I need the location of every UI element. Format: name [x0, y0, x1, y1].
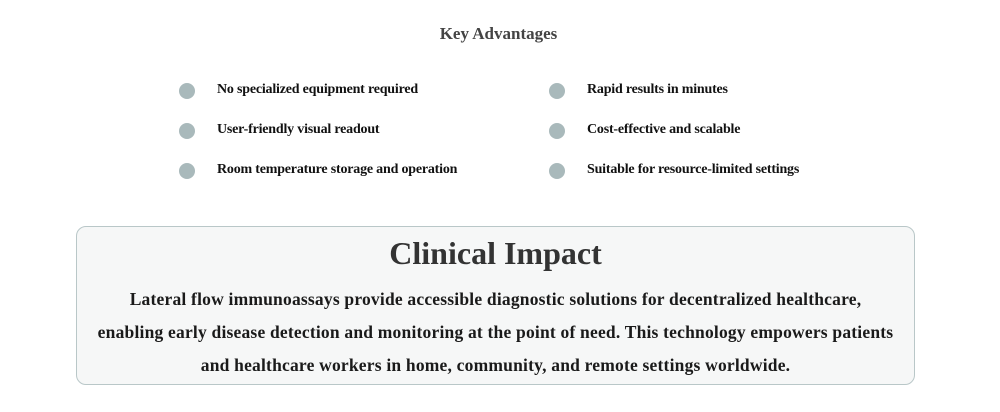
- bullet-dot-icon: [179, 123, 195, 139]
- bullet-dot-icon: [179, 83, 195, 99]
- advantage-label: Suitable for resource-limited settings: [587, 162, 800, 177]
- clinical-impact-box: [76, 226, 915, 385]
- bullet-dot-icon: [549, 83, 565, 99]
- bullet-dot-icon: [179, 163, 195, 179]
- advantage-label: User-friendly visual readout: [217, 122, 380, 137]
- advantage-label: No specialized equipment required: [217, 82, 418, 97]
- advantage-label: Room temperature storage and operation: [217, 162, 458, 177]
- bullet-dot-icon: [549, 123, 565, 139]
- advantage-label: Rapid results in minutes: [587, 82, 728, 97]
- advantage-label: Cost-effective and scalable: [587, 122, 741, 137]
- clinical-impact-title: Clinical Impact: [389, 235, 602, 271]
- key-advantages-title: Key Advantages: [439, 24, 558, 43]
- clinical-impact-text: Lateral flow immunoassays provide accessible diagnostic solutions for decentralized healthcare, enabling early disease detection and monitoring at the point of need. This technology empowers patients and healthcare workers in home, community, and remote settings worldwide.: [97, 289, 894, 375]
- bullet-dot-icon: [549, 163, 565, 179]
